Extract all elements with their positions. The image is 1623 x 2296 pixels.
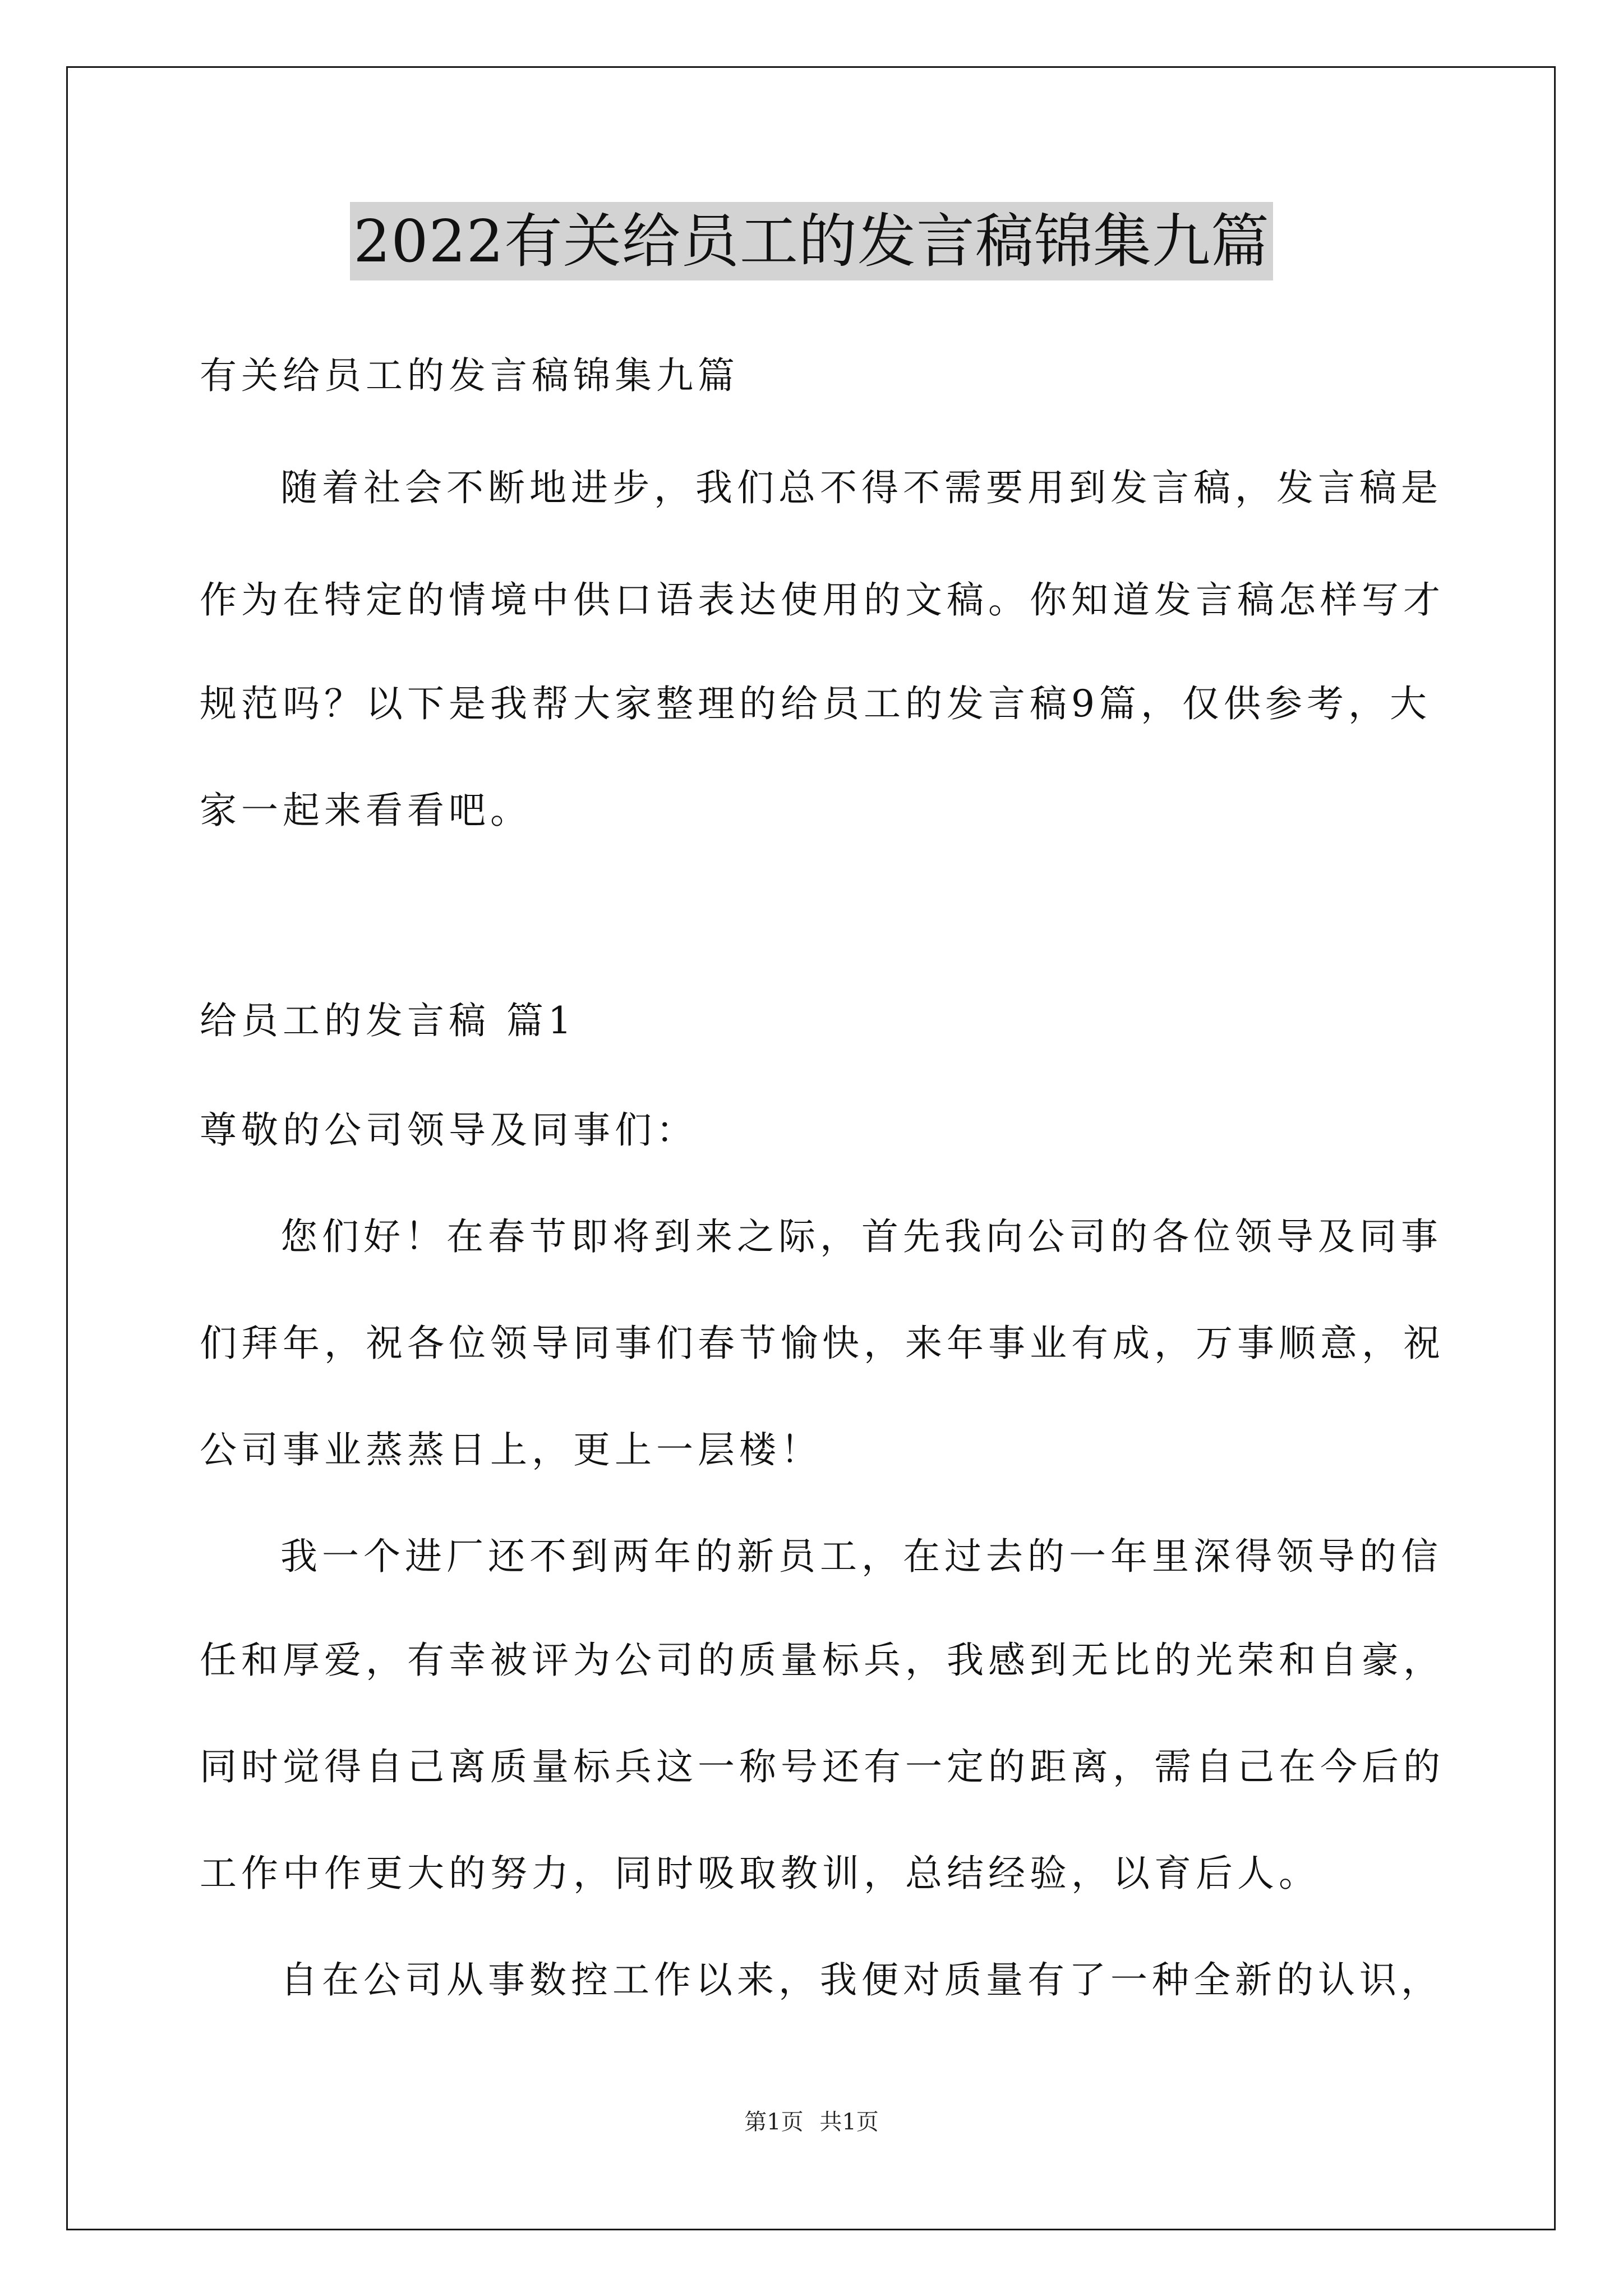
para2-line-3: 同时觉得自己离质量标兵这一称号还有一定的距离，需自己在今后的 xyxy=(200,1745,1445,1788)
para2-line-2: 任和厚爱，有幸被评为公司的质量标兵，我感到无比的光荣和自豪， xyxy=(200,1639,1445,1682)
document-subtitle: 有关给员工的发言稿锦集九篇 xyxy=(200,354,739,397)
intro-line-2: 作为在特定的情境中供口语表达使用的文稿。你知道发言稿怎样写才 xyxy=(200,578,1445,622)
page-number-current: 第1页 xyxy=(744,2109,804,2135)
title-container xyxy=(0,202,1623,280)
para2-line-1: 我一个进厂还不到两年的新员工，在过去的一年里深得领导的信 xyxy=(280,1535,1442,1578)
para1-line-2: 们拜年，祝各位领导同事们春节愉快，来年事业有成，万事顺意，祝 xyxy=(200,1322,1445,1365)
intro-line-4: 家一起来看看吧。 xyxy=(200,789,532,832)
salutation: 尊敬的公司领导及同事们： xyxy=(200,1108,698,1152)
para2-line-4: 工作中作更大的努力，同时吸取教训，总结经验，以育后人。 xyxy=(200,1852,1320,1895)
page-footer xyxy=(0,2108,1623,2136)
para1-line-3: 公司事业蒸蒸日上，更上一层楼！ xyxy=(200,1428,822,1471)
intro-line-3: 规范吗？以下是我帮大家整理的给员工的发言稿9篇，仅供参考，大 xyxy=(200,682,1431,725)
document-title: 2022有关给员工的发言稿锦集九篇 xyxy=(350,202,1273,280)
para3-line-1: 自在公司从事数控工作以来，我便对质量有了一种全新的认识， xyxy=(280,1958,1442,2001)
section-heading: 给员工的发言稿 篇1 xyxy=(200,999,576,1042)
intro-line-1: 随着社会不断地进步，我们总不得不需要用到发言稿，发言稿是 xyxy=(280,466,1442,509)
para1-line-1: 您们好！在春节即将到来之际，首先我向公司的各位领导及同事 xyxy=(280,1215,1442,1258)
page-number-total: 共1页 xyxy=(819,2109,879,2135)
